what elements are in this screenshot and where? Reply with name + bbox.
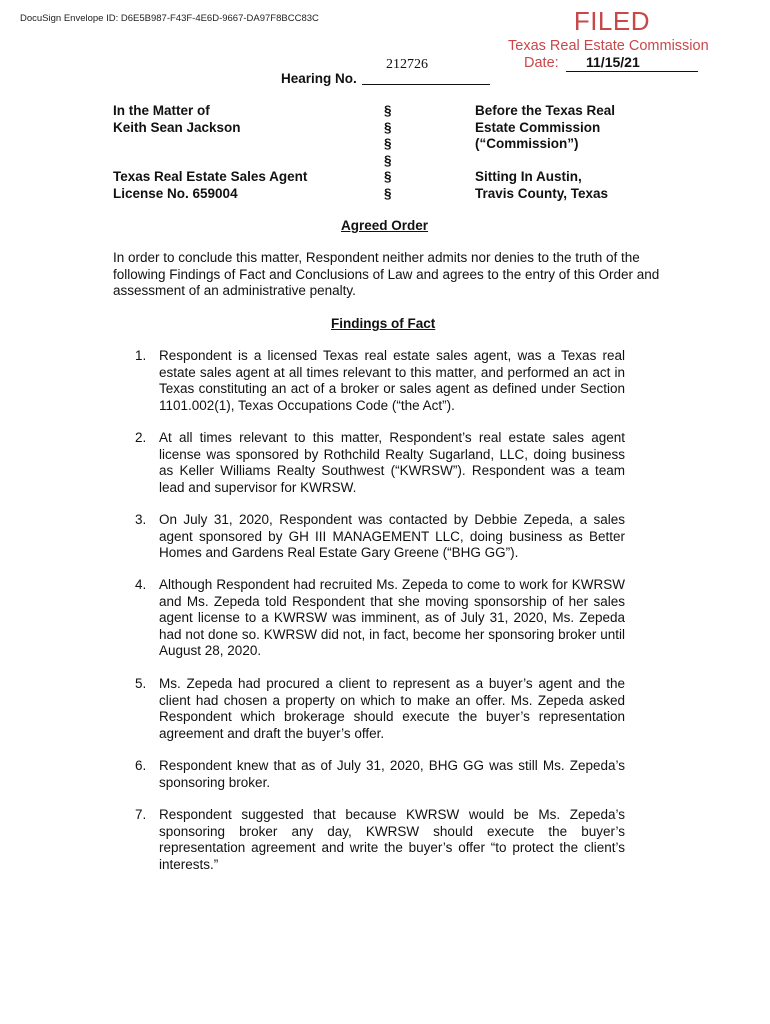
- finding-number: 3.: [135, 512, 147, 527]
- finding-item: [135, 430, 625, 496]
- finding-item: [135, 512, 625, 562]
- finding-text: Respondent suggested that because KWRSW would be Ms. Zepeda’s sponsoring broker any day, KWRSW should execute the buyer’s representation agreement and write the buyer’s offer “to protect the client’s interests.”: [159, 807, 625, 872]
- caption-line: Estate Commission: [475, 119, 601, 135]
- finding-number: 5.: [135, 676, 147, 691]
- caption-line: [113, 153, 307, 170]
- hearing-underline: [362, 71, 490, 85]
- findings-title: Findings of Fact: [331, 316, 436, 331]
- finding-item: [135, 577, 625, 660]
- finding-number: 2.: [135, 430, 147, 445]
- finding-item: [135, 348, 625, 414]
- caption-line: (“Commission”): [475, 136, 579, 151]
- filed-stamp: FILED: [573, 6, 650, 36]
- stamp-agency: Texas Real Estate Commission: [508, 38, 709, 54]
- caption-line: Before the Texas Real: [475, 103, 616, 118]
- stamp-date-label: Date:: [524, 55, 559, 71]
- finding-text: On July 31, 2020, Respondent was contacted by Debbie Zepeda, a sales agent sponsored by GH III MANAGEMENT LLC, doing business as Better Homes and Gardens Real Estate Gary Greene (“BHG GG”).: [159, 512, 625, 560]
- finding-text: Although Respondent had recruited Ms. Zepeda to come to work for KWRSW and Ms. Zepeda told Respondent that she moving sponsorship of her sales agent license to a KWRSW was imminent, as of July 31, 2020, Ms. Zepeda had not done so. KWRSW did not, in fact, become her sponsoring broker until August 28, 2020.: [159, 577, 625, 658]
- finding-text: Respondent knew that as of July 31, 2020, BHG GG was still Ms. Zepeda’s sponsoring broker.: [159, 758, 625, 790]
- section-symbol: §: [384, 136, 392, 151]
- caption-line: Keith Sean Jackson: [113, 119, 241, 135]
- hearing-label: Hearing No.: [281, 71, 357, 86]
- caption-line: [475, 153, 615, 170]
- caption-line: Texas Real Estate Sales Agent: [113, 169, 308, 184]
- section-symbol: §: [384, 169, 392, 184]
- agreed-order-title: Agreed Order: [341, 218, 429, 233]
- intro-paragraph: In order to conclude this matter, Respondent neither admits nor denies to the truth of the following Findings of Fact and Conclusions of Law and agrees to the entry of this Order and assessment of an administrative penalty.: [113, 250, 660, 298]
- finding-item: [135, 758, 625, 791]
- caption-line: [113, 136, 307, 153]
- finding-number: 1.: [135, 348, 147, 363]
- section-symbol: §: [384, 152, 392, 168]
- finding-text: At all times relevant to this matter, Respondent’s real estate sales agent license was sponsored by Rothchild Realty Sugarland, LLC, doing business as Keller Williams Realty Southwest (“KWRSW”). Respondent was a team lead and supervisor for KWRSW.: [159, 430, 625, 495]
- finding-item: [135, 676, 625, 742]
- caption-line: License No. 659004: [113, 185, 238, 201]
- finding-number: 6.: [135, 758, 147, 773]
- finding-number: 7.: [135, 807, 147, 822]
- caption-section-symbols: [384, 103, 392, 202]
- finding-number: 4.: [135, 577, 147, 592]
- hearing-number: 212726: [386, 57, 428, 72]
- caption-left: [113, 103, 307, 202]
- section-symbol: §: [384, 119, 392, 135]
- section-symbol: §: [384, 185, 392, 201]
- finding-item: [135, 807, 625, 873]
- section-symbol: §: [384, 103, 392, 118]
- caption-line: Travis County, Texas: [475, 185, 609, 201]
- caption-line: In the Matter of: [113, 103, 210, 118]
- caption-line: Sitting In Austin,: [475, 169, 582, 184]
- stamp-date-value: 11/15/21: [566, 55, 698, 72]
- finding-text: Respondent is a licensed Texas real estate sales agent, was a Texas real estate sales agent at all times relevant to this matter, and performed an act in Texas constituting an act of a broker or sales agent as defined under Section 1101.002(1), Texas Occupations Code (“the Act”).: [159, 348, 625, 413]
- envelope-id: DocuSign Envelope ID: D6E5B987-F43F-4E6D-9667-DA97F8BCC83C: [20, 13, 319, 24]
- finding-text: Ms. Zepeda had procured a client to represent as a buyer’s agent and the client had chosen a property on which to make an offer. Ms. Zepeda asked Respondent which brokerage should execute the buyer’s representation agreement and draft the buyer’s offer.: [159, 676, 625, 741]
- caption-right: [475, 103, 615, 202]
